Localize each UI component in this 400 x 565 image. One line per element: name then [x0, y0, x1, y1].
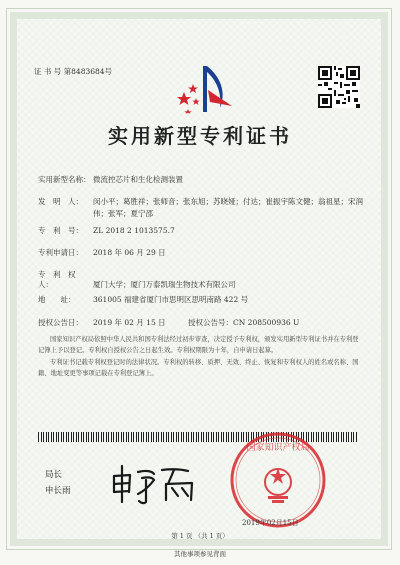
field-label: 发 明 人： [38, 197, 83, 206]
field-label: 授权公告日： [38, 318, 83, 327]
seal-text: 国家知识产权局 [246, 443, 310, 453]
field-label: 专 利 权 人： [38, 270, 83, 289]
field-value: 2019 年 02 月 15 日 [93, 318, 166, 327]
certificate-number: 证 书 号 第8483684号 [34, 67, 113, 76]
field-value: 2018 年 06 月 29 日 [93, 248, 166, 257]
field-label: 授权公告号： [188, 318, 233, 327]
field-value: 闵小平；葛胜祥；张师音；张东旭；苏晓娅；付达；崔振宇陈文健；翁祖星；宋润伟；张军；夏宁邵 [93, 197, 363, 218]
field-label: 地 址： [38, 295, 76, 304]
field-filing-date [38, 248, 166, 258]
signature-image [108, 462, 204, 506]
field-value: 微流控芯片和生化检测装置 [93, 175, 183, 184]
legal-notice [38, 334, 364, 380]
footer-note: 其他事项参见背面 [174, 550, 226, 558]
field-patent-number [38, 226, 175, 236]
director-name: 申长雨 [45, 486, 71, 496]
notice-paragraph: 国家知识产权局依照中华人民共和国专利法经过初步审查，决定授予专利权，颁发实用新型专利证书并在专利登记簿上予以登记。专利权自授权公告之日起生效。专利权期限为十年，自申请日起算。 [38, 336, 359, 354]
field-value: ZL 2018 2 1013575.7 [93, 226, 175, 235]
director-title: 局长 [45, 470, 63, 480]
field-label: 实用新型名称： [38, 175, 91, 184]
field-value: 361005 福建省厦门市思明区思明南路 422 号 [93, 295, 249, 304]
field-value: CN 208500936 U [233, 318, 300, 327]
field-label: 专 利 号： [38, 226, 83, 235]
official-seal-icon [228, 430, 328, 530]
field-utility-model-name [38, 175, 183, 185]
certificate-title: 实用新型专利证书 [108, 124, 292, 148]
seal-date: 2019年02月15日 [242, 519, 299, 527]
field-address [38, 295, 248, 305]
field-patentee [38, 270, 236, 290]
page-number: 第 1 页 （共 1 页） [171, 532, 229, 540]
field-grant-date [38, 318, 299, 328]
cnipa-logo-icon [170, 62, 234, 114]
field-value: 厦门大学；厦门万泰凯瑞生物技术有限公司 [93, 280, 236, 289]
qr-code-icon [318, 66, 360, 108]
field-label: 专利申请日： [38, 248, 83, 257]
notice-paragraph: 专利证书记载专利权登记时的法律状况。专利权的转移、质押、无效、终止、恢复和专利权人的姓名或名称、国籍、地址变更等事项记载在专利登记簿上。 [38, 359, 359, 377]
